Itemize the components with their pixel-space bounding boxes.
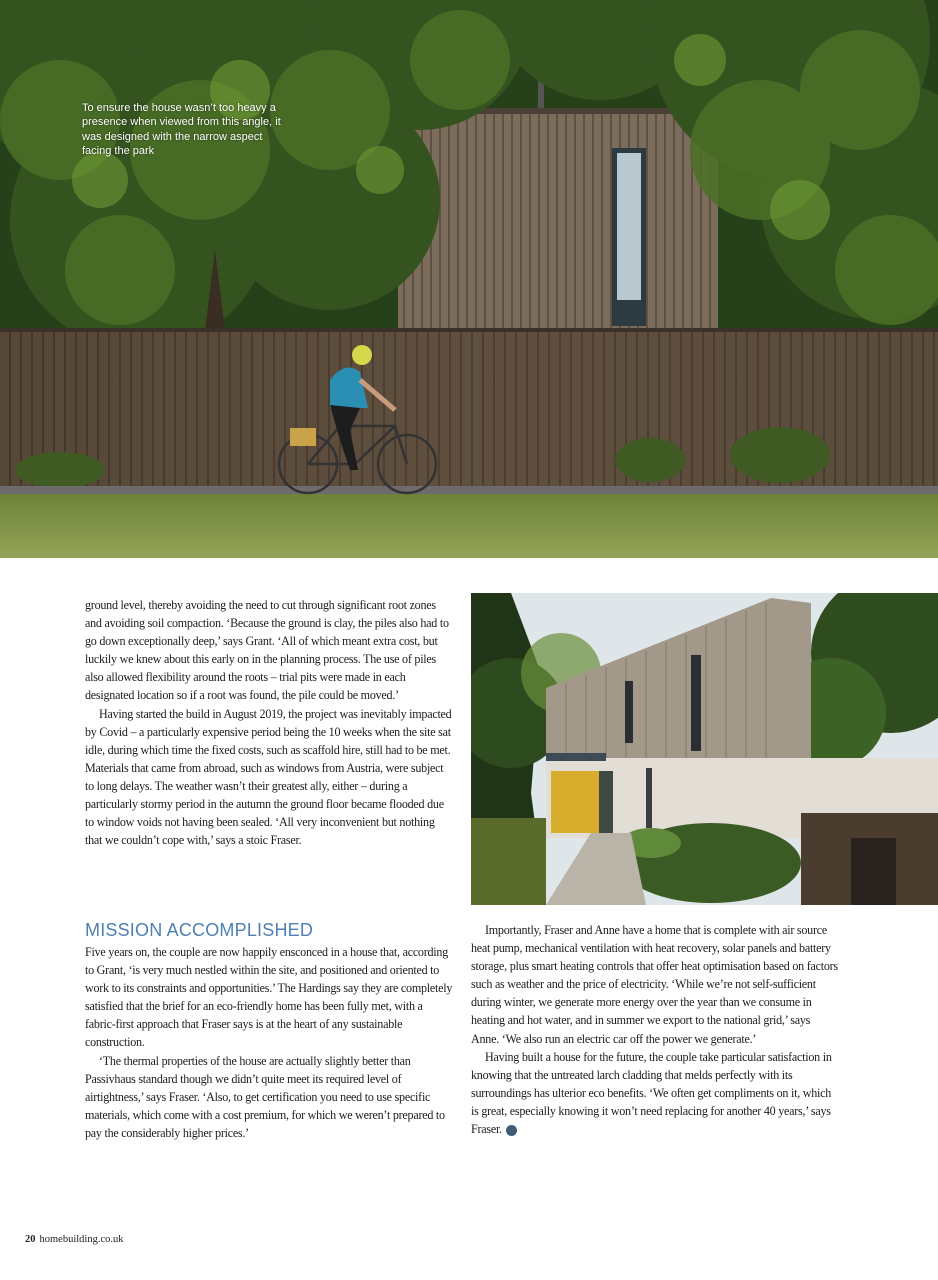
end-of-article-icon: H bbox=[506, 1125, 517, 1136]
page-folio bbox=[25, 1234, 124, 1245]
section-subhead: MISSION ACCOMPLISHED bbox=[85, 920, 314, 940]
article-column-right bbox=[471, 921, 839, 1138]
article-column-left-bottom bbox=[85, 920, 453, 1142]
body-paragraph: ground level, thereby avoiding the need to cut through significant root zones and avoiding soil compaction. ‘Because the ground is clay, the piles also had to go down exceptionally deep,’ says Grant. ‘All of which meant extra cost, but luckily we knew about this early on in the planning process. The use of piles also allowed flexibility around the roots – trial pits were made in each designated location so if a root was found, the pile could be moved.’ bbox=[85, 598, 449, 703]
hero-photo-illustration bbox=[0, 0, 938, 558]
photo-caption: To ensure the house wasn’t too heavy a presence when viewed from this angle, it was designed with the narrow aspect facing the park bbox=[82, 102, 281, 157]
house-exterior-photo bbox=[471, 593, 938, 905]
website-url: homebuilding.co.uk bbox=[39, 1234, 124, 1245]
body-paragraph: Importantly, Fraser and Anne have a home that is complete with air source heat pump, mechanical ventilation with heat recovery, solar panels and battery storage, plus smart heating controls that offer heat optimisation based on factors such as weather and the price of electricity. ‘While we’re not self-sufficient during winter, we generate more energy over the year than we consume in heating and hot water, and in summer we export to the national grid,’ says Anne. ‘We also run an electric car off the power we generate.’ bbox=[471, 923, 838, 1046]
page-number: 20 bbox=[25, 1234, 36, 1245]
house-exterior-illustration bbox=[471, 593, 938, 905]
hero-photo bbox=[0, 0, 938, 558]
body-paragraph bbox=[471, 1048, 839, 1138]
body-paragraph: Five years on, the couple are now happily ensconced in a house that, according to Grant, ‘is very much nestled within the site, and positioned and oriented to work to its constraints and opportunities.’ The Hardings say they are completely satisfied that the brief for an eco-friendly home has been fully met, with a fabric-first approach that Fraser says is at the heart of any sustainable construction. bbox=[85, 945, 453, 1050]
body-paragraph: ‘The thermal properties of the house are actually slightly better than Passivhaus standard though we didn’t quite meet its required level of airtightness,’ says Fraser. ‘Also, to get certification you need to use specific materials, which come with a cost premium, for which we weren’t prepared to pay the considerably higher prices.’ bbox=[85, 1053, 445, 1140]
body-paragraph: Having started the build in August 2019, the project was inevitably impacted by Covid – a particularly expensive period being the 10 weeks when the site sat idle, during which time the fixed costs, such as scaffold hire, still had to be met. Materials that came from abroad, such as windows from Austria, were subject to long delays. The weather wasn’t their greatest ally, either – during a particularly stormy period in the autumn the ground floor became flooded due to window voids not having been sealed. ‘All very inconvenient but nothing that we couldn’t cope with,’ says a stoic Fraser. bbox=[85, 706, 452, 848]
article-column-left-top bbox=[85, 596, 453, 849]
body-paragraph-text: Having built a house for the future, the couple take particular satisfaction in knowing that the untreated larch cladding that melds perfectly with its surroundings has ulterior eco benefits. ‘We often get compliments on it, which is great, especially knowing it won’t need replacing for another 40 years,’ says Fraser. bbox=[471, 1049, 832, 1137]
